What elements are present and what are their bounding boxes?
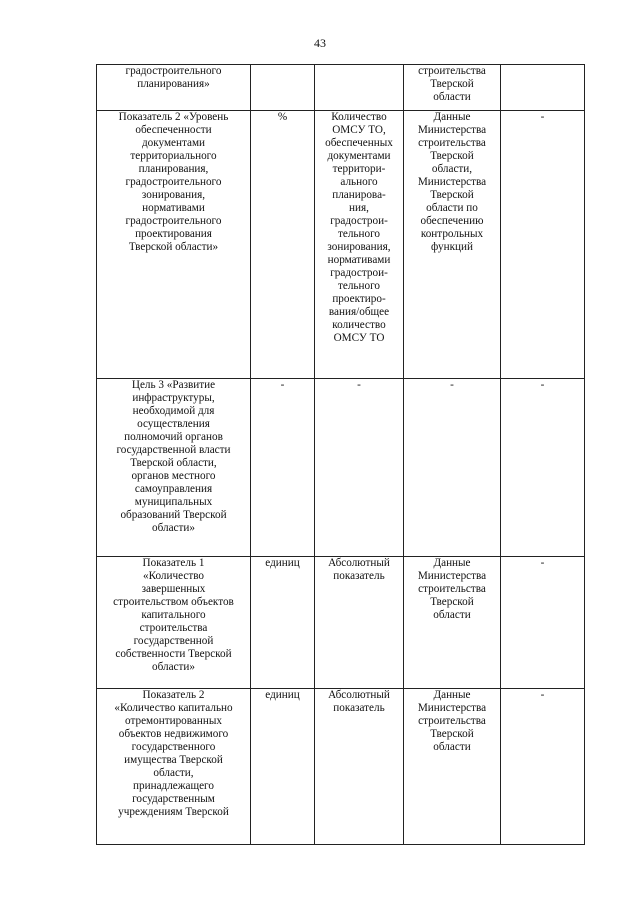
unit-cell (251, 65, 315, 111)
table-row (97, 557, 585, 689)
indicator-name-cell: Показатель 2 «Уровень обеспеченности документами территориального планирования, градостроительного зонирования, нормативами градостроительного проектирования Тверской области» (97, 111, 251, 379)
formula-cell: Количество ОМСУ ТО, обеспеченных документами территори- ального планирова- ния, градострои- тельного зонирования, нормативами градострои- тельного проектиро- вания/общее количество ОМСУ ТО (315, 111, 404, 379)
extra-cell (501, 65, 585, 111)
extra-cell: - (501, 689, 585, 845)
source-cell: Данные Министерства строительства Тверской области, Министерства Тверской области по обеспечению контрольных функций (404, 111, 501, 379)
table-row (97, 111, 585, 379)
table-row (97, 689, 585, 845)
source-cell: Данные Министерства строительства Тверской области (404, 557, 501, 689)
formula-cell: Абсолютный показатель (315, 557, 404, 689)
formula-cell: Абсолютный показатель (315, 689, 404, 845)
indicator-name-cell: Показатель 1 «Количество завершенных строительством объектов капитального строительства государственной собственности Тверской области» (97, 557, 251, 689)
indicators-table (96, 64, 585, 845)
table-row (97, 379, 585, 557)
extra-cell: - (501, 111, 585, 379)
goal-name-cell: Цель 3 «Развитие инфраструктуры, необходимой для осуществления полномочий органов государственной власти Тверской области, органов местного самоуправления муниципальных образований Тверской области» (97, 379, 251, 557)
extra-cell: - (501, 379, 585, 557)
unit-cell: - (251, 379, 315, 557)
source-cell: строительства Тверской области (404, 65, 501, 111)
source-cell: Данные Министерства строительства Тверской области (404, 689, 501, 845)
extra-cell: - (501, 557, 585, 689)
formula-cell: - (315, 379, 404, 557)
unit-cell: единиц (251, 689, 315, 845)
formula-cell (315, 65, 404, 111)
table-row (97, 65, 585, 111)
indicator-name-cell: Показатель 2 «Количество капитально отремонтированных объектов недвижимого государственного имущества Тверской области, принадлежащего государственным учреждениям Тверской (97, 689, 251, 845)
source-cell: - (404, 379, 501, 557)
indicator-name-cell: градостроительного планирования» (97, 65, 251, 111)
page-number: 43 (314, 36, 326, 50)
unit-cell: % (251, 111, 315, 379)
unit-cell: единиц (251, 557, 315, 689)
